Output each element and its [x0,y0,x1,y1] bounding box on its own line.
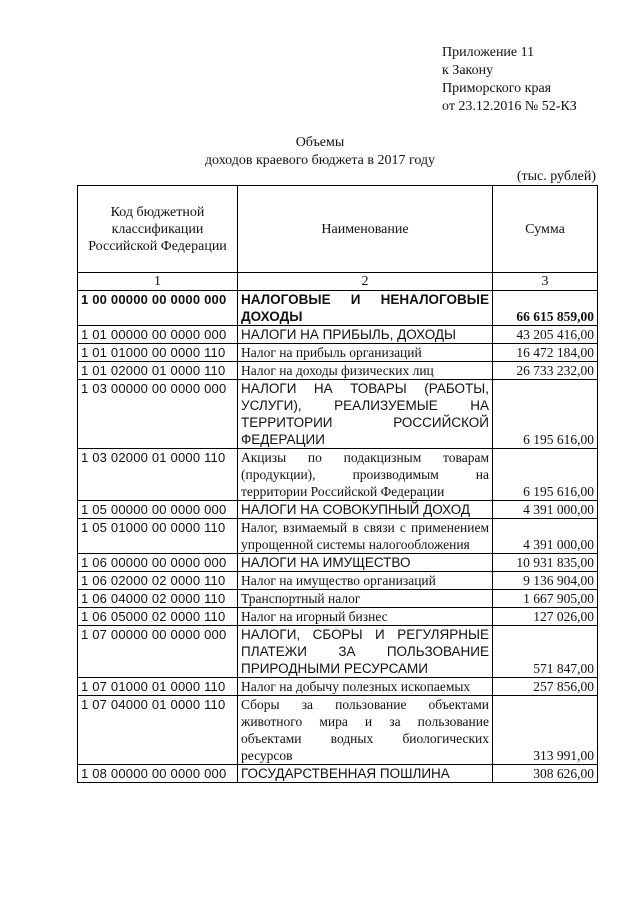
column-number-3: 3 [493,273,598,291]
table-row [78,326,598,344]
row-name: Налог на игорный бизнес [238,608,493,626]
table-row [78,344,598,362]
row-code: 1 01 01000 00 0000 110 [78,344,238,362]
document-title [0,134,640,170]
row-code: 1 06 02000 02 0000 110 [78,572,238,590]
row-sum: 4 391 000,00 [493,519,598,554]
table-row [78,608,598,626]
row-name: НАЛОГИ НА ПРИБЫЛЬ, ДОХОДЫ [238,326,493,344]
row-sum: 66 615 859,00 [493,291,598,326]
row-sum: 6 195 616,00 [493,380,598,449]
row-name: Налог на доходы физических лиц [238,362,493,380]
row-code: 1 06 00000 00 0000 000 [78,554,238,572]
units-label: (тыс. рублей) [516,169,596,184]
table-row [78,291,598,326]
appendix-line-3: Приморского края [442,81,552,96]
row-code: 1 05 01000 00 0000 110 [78,519,238,554]
header-sum: Сумма [493,186,598,273]
table-header-row [78,186,598,273]
title-line-1: Объемы [295,135,345,150]
row-name: НАЛОГИ, СБОРЫ И РЕГУЛЯРНЫЕ ПЛАТЕЖИ ЗА ПОЛЬЗОВАНИЕ ПРИРОДНЫМИ РЕСУРСАМИ [238,626,493,678]
row-sum: 571 847,00 [493,626,598,678]
row-sum: 4 391 000,00 [493,501,598,519]
row-code: 1 00 00000 00 0000 000 [78,291,238,326]
appendix-reference [442,44,577,116]
row-code: 1 01 02000 01 0000 110 [78,362,238,380]
row-name: НАЛОГИ НА ТОВАРЫ (РАБОТЫ, УСЛУГИ), РЕАЛИЗУЕМЫЕ НА ТЕРРИТОРИИ РОССИЙСКОЙ ФЕДЕРАЦИИ [238,380,493,449]
row-code: 1 06 05000 02 0000 110 [78,608,238,626]
budget-revenue-table [77,185,598,783]
row-code: 1 03 00000 00 0000 000 [78,380,238,449]
row-sum: 313 991,00 [493,696,598,765]
table-row [78,501,598,519]
table-row [78,572,598,590]
row-name: НАЛОГИ НА ИМУЩЕСТВО [238,554,493,572]
column-number-row [78,273,598,291]
row-name: Сборы за пользование объектами животного мира и за пользование объектами водных биологических ресурсов [238,696,493,765]
table-row [78,362,598,380]
row-name: ГОСУДАРСТВЕННАЯ ПОШЛИНА [238,765,493,783]
row-sum: 9 136 904,00 [493,572,598,590]
row-code: 1 01 00000 00 0000 000 [78,326,238,344]
row-sum: 6 195 616,00 [493,449,598,501]
row-sum: 1 667 905,00 [493,590,598,608]
row-sum: 43 205 416,00 [493,326,598,344]
row-sum: 127 026,00 [493,608,598,626]
table-row [78,380,598,449]
row-sum: 257 856,00 [493,678,598,696]
row-sum: 26 733 232,00 [493,362,598,380]
row-name: Транспортный налог [238,590,493,608]
table-row [78,590,598,608]
row-code: 1 03 02000 01 0000 110 [78,449,238,501]
row-code: 1 08 00000 00 0000 000 [78,765,238,783]
row-name: Налог на прибыль организаций [238,344,493,362]
table-row [78,519,598,554]
table-row [78,626,598,678]
appendix-line-1: Приложение 11 [442,45,535,60]
appendix-line-2: к Закону [442,63,494,78]
title-line-2: доходов краевого бюджета в 2017 году [204,153,436,168]
row-name: Налог на добычу полезных ископаемых [238,678,493,696]
row-code: 1 07 04000 01 0000 110 [78,696,238,765]
appendix-line-4: от 23.12.2016 № 52-КЗ [442,99,577,114]
table-row [78,554,598,572]
row-code: 1 06 04000 02 0000 110 [78,590,238,608]
table-row [78,696,598,765]
row-name: НАЛОГОВЫЕ И НЕНАЛОГОВЫЕ ДОХОДЫ [238,291,493,326]
header-name: Наименование [238,186,493,273]
row-code: 1 07 00000 00 0000 000 [78,626,238,678]
row-name: НАЛОГИ НА СОВОКУПНЫЙ ДОХОД [238,501,493,519]
row-name: Акцизы по подакцизным товарам (продукции), производимым на территории Российской Федерации [238,449,493,501]
row-sum: 308 626,00 [493,765,598,783]
row-name: Налог, взимаемый в связи с применением упрощенной системы налогообложения [238,519,493,554]
table-row [78,765,598,783]
table-row [78,678,598,696]
row-sum: 10 931 835,00 [493,554,598,572]
row-code: 1 07 01000 01 0000 110 [78,678,238,696]
column-number-1: 1 [78,273,238,291]
row-code: 1 05 00000 00 0000 000 [78,501,238,519]
column-number-2: 2 [238,273,493,291]
row-sum: 16 472 184,00 [493,344,598,362]
header-code: Код бюджетной классификации Российской Федерации [78,186,238,273]
row-name: Налог на имущество организаций [238,572,493,590]
table-row [78,449,598,501]
